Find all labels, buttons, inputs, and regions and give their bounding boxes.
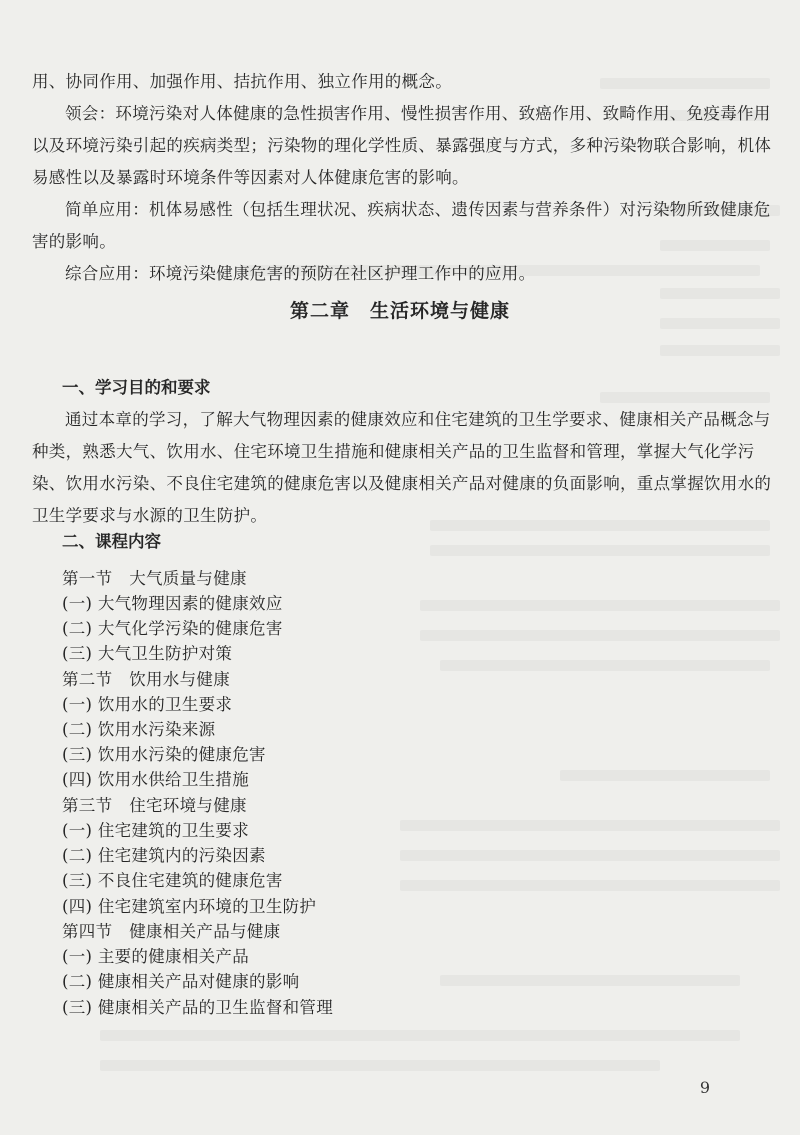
outline-item: (三) 不良住宅建筑的健康危害 bbox=[62, 871, 283, 890]
intro-continuation-line: 用、协同作用、加强作用、拮抗作用、独立作用的概念。 bbox=[32, 72, 452, 91]
outline-item: (四) 住宅建筑室内环境的卫生防护 bbox=[62, 897, 317, 916]
outline-item: (一) 饮用水的卫生要求 bbox=[62, 695, 233, 714]
chapter-title: 第二章 生活环境与健康 bbox=[289, 300, 510, 322]
paragraph-objectives: 通过本章的学习，了解大气物理因素的健康效应和住宅建筑的卫生学要求、健康相关产品概念与种类，熟悉大气、饮用水、住宅环境卫生措施和健康相关产品的卫生监督和管理，掌握大气化学污染、饮用水污染、不良住宅建筑的健康危害以及健康相关产品对健康的负面影响，重点掌握饮用水的卫生学要求与水源的卫生防护。 bbox=[32, 410, 772, 525]
outline-item: (一) 住宅建筑的卫生要求 bbox=[62, 821, 250, 840]
outline-item: (四) 饮用水供给卫生措施 bbox=[62, 770, 250, 789]
outline-item: (二) 健康相关产品对健康的影响 bbox=[62, 972, 300, 991]
paragraph-understand: 领会：环境污染对人体健康的急性损害作用、慢性损害作用、致癌作用、致畸作用、免疫毒作用以及环境污染引起的疾病类型；污染物的理化学性质、暴露强度与方式，多种污染物联合影响，机体易感性以及暴露时环境条件等因素对人体健康危害的影响。 bbox=[32, 104, 772, 187]
outline-section-4: 第四节 健康相关产品与健康 bbox=[62, 922, 281, 941]
outline-item: (二) 大气化学污染的健康危害 bbox=[62, 619, 283, 638]
section-heading-objectives: 一、学习目的和要求 bbox=[62, 378, 211, 397]
paragraph-simple-application: 简单应用：机体易感性（包括生理状况、疾病状态、遗传因素与营养条件）对污染物所致健康危害的影响。 bbox=[32, 200, 771, 251]
outline-item: (三) 健康相关产品的卫生监督和管理 bbox=[62, 998, 334, 1017]
page-number: 9 bbox=[699, 1078, 710, 1097]
outline-item: (三) 饮用水污染的健康危害 bbox=[62, 745, 266, 764]
outline-section-3: 第三节 住宅环境与健康 bbox=[62, 796, 247, 815]
outline-item: (一) 主要的健康相关产品 bbox=[62, 947, 250, 966]
outline-item: (一) 大气物理因素的健康效应 bbox=[62, 594, 283, 613]
paragraph-comprehensive-application: 综合应用：环境污染健康危害的预防在社区护理工作中的应用。 bbox=[65, 264, 536, 283]
outline-section-1: 第一节 大气质量与健康 bbox=[62, 569, 247, 588]
section-heading-content: 二、课程内容 bbox=[62, 532, 161, 551]
outline-item: (三) 大气卫生防护对策 bbox=[62, 644, 233, 663]
outline-section-2: 第二节 饮用水与健康 bbox=[62, 670, 230, 689]
outline-item: (二) 饮用水污染来源 bbox=[62, 720, 216, 739]
outline-item: (二) 住宅建筑内的污染因素 bbox=[62, 846, 266, 865]
